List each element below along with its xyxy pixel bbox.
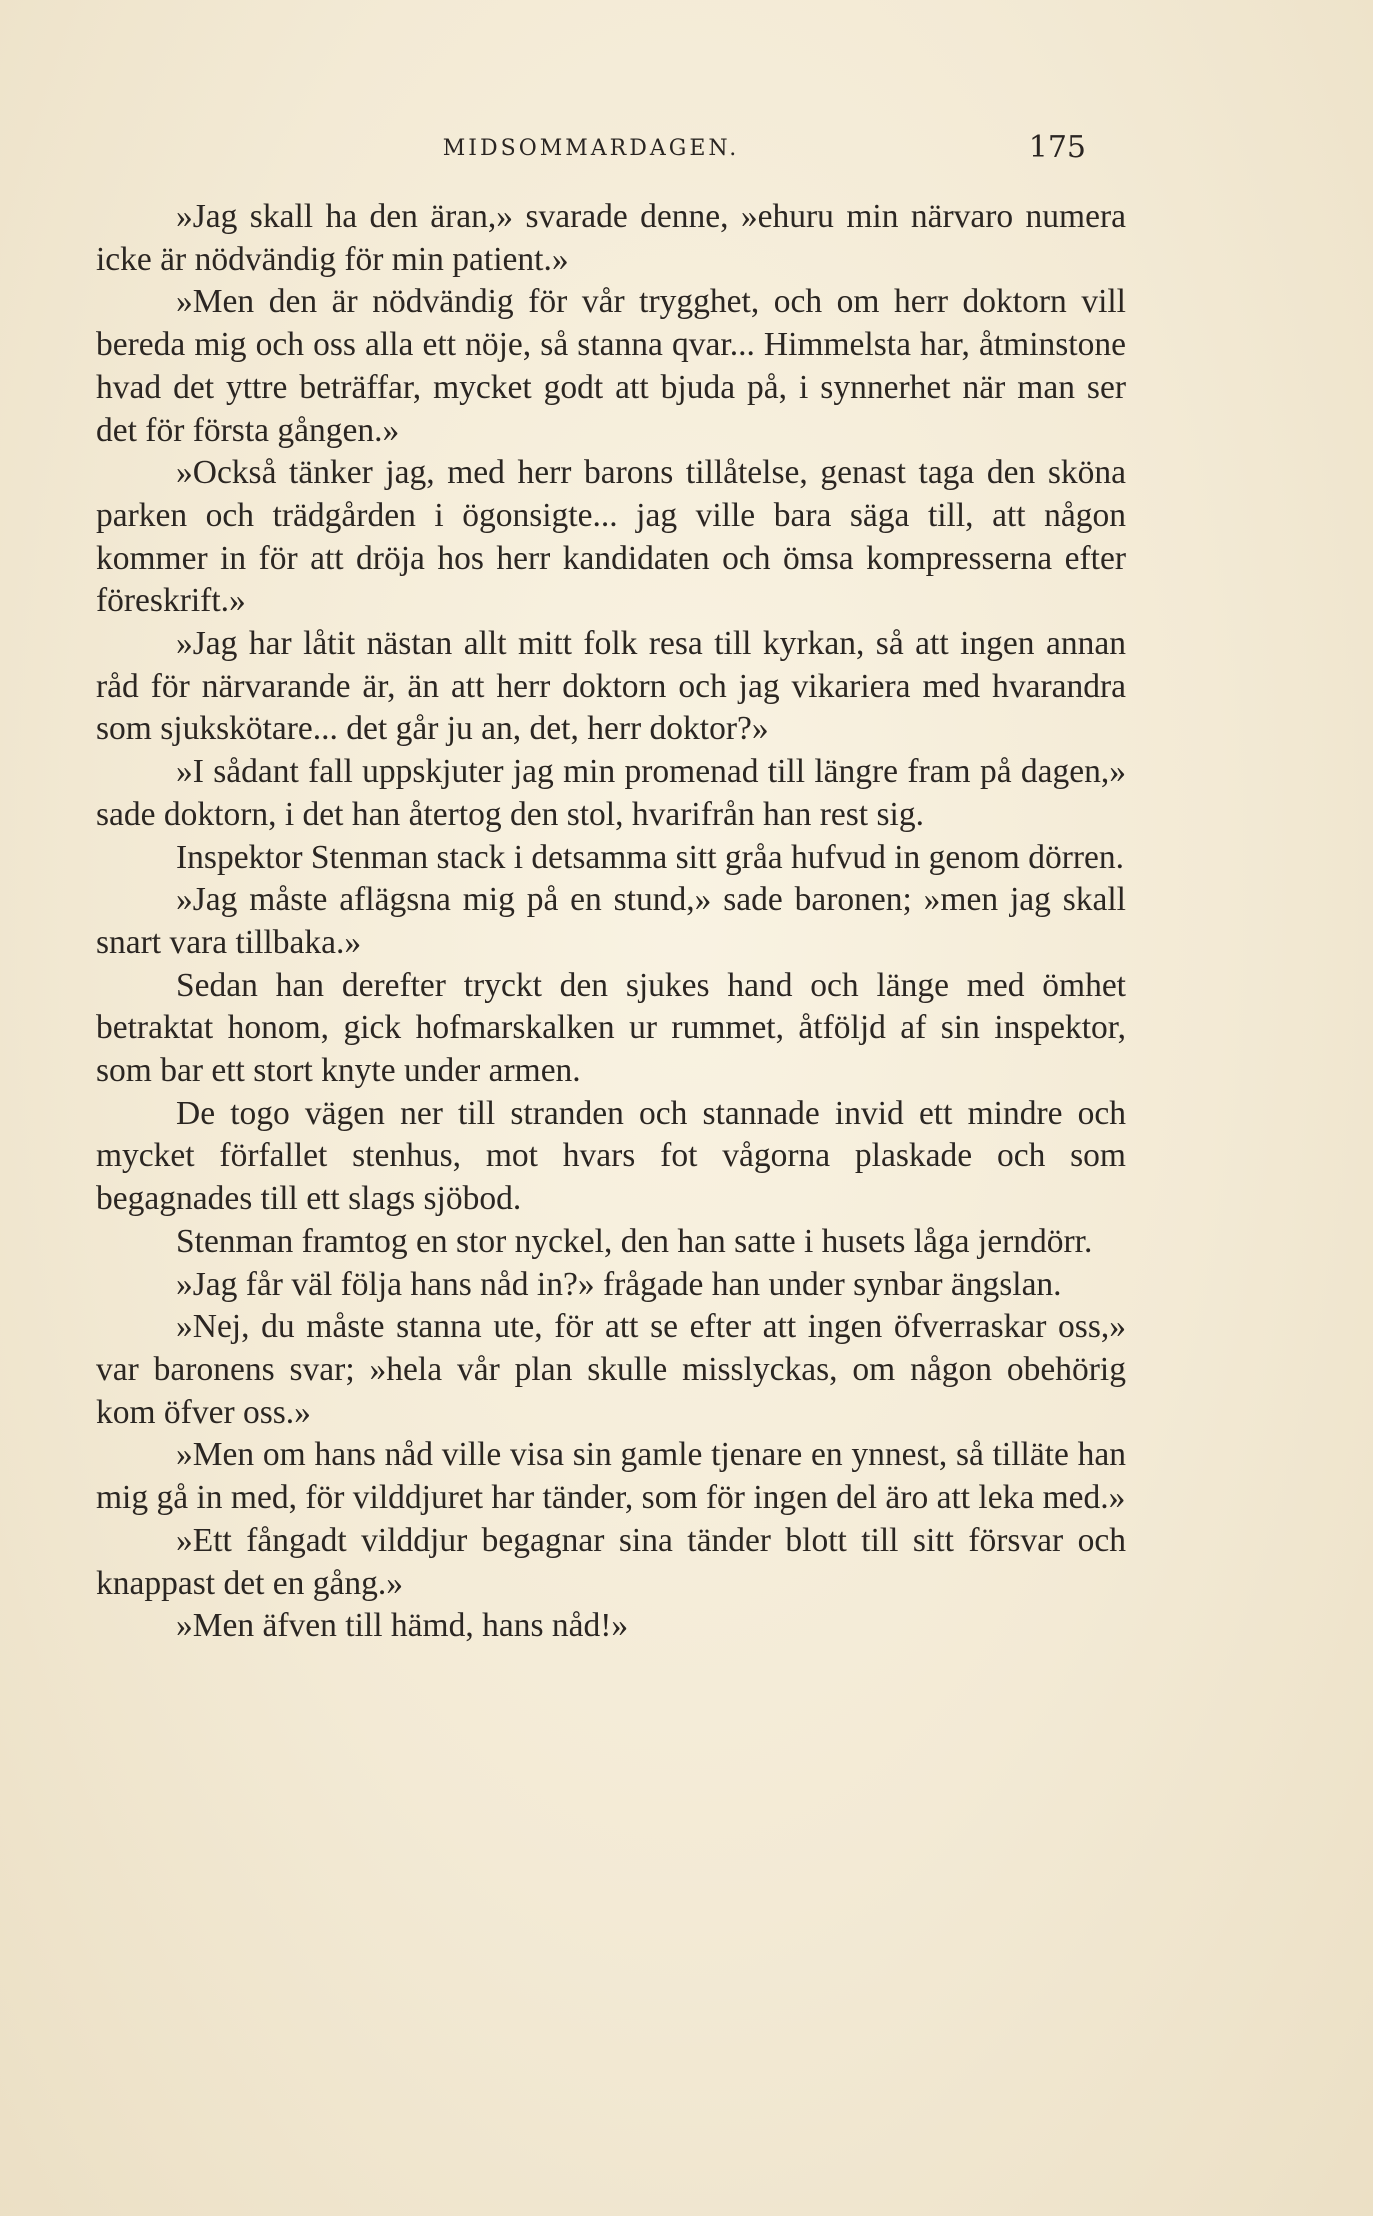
- paragraph: »Jag får väl följa hans nåd in?» frågade han under synbar ängslan.: [176, 1265, 1062, 1303]
- paragraph: »Ett fångadt vilddjur begagnar sina tänder blott till sitt försvar och knappast det en gång.»: [96, 1521, 1126, 1602]
- paragraph: Stenman framtog en stor nyckel, den han satte i husets låga jerndörr.: [176, 1222, 1093, 1260]
- paragraph: »I sådant fall uppskjuter jag min promenad till längre fram på dagen,» sade doktorn, i det han återtog den stol, hvarifrån han rest sig.: [96, 753, 1126, 833]
- paragraph: »Nej, du måste stanna ute, för att se efter att ingen öfverraskar oss,» var baronens svar; »hela vår plan skulle misslyckas, om någon obehörig kom öfver oss.»: [96, 1308, 1126, 1431]
- paragraph: »Jag skall ha den äran,» svarade denne, »ehuru min närvaro numera icke är nödvändig för min patient.»: [96, 198, 1126, 278]
- body-text: [96, 196, 1126, 1648]
- paragraph: De togo vägen ner till stranden och stannade invid ett mindre och mycket förfallet stenhus, mot hvars fot vågorna plaskade och som begagnades till ett slags sjöbod.: [96, 1094, 1126, 1218]
- paragraph: »Men äfven till hämd, hans nåd!»: [176, 1607, 629, 1645]
- paragraph: »Men den är nödvändig för vår trygghet, och om herr doktorn vill bereda mig och oss alla ett nöje, så stanna qvar... Himmelsta har, åtminstone hvad det yttre beträffar, mycket godt att bjuda på, i synnerhet när man ser det för första gången.»: [96, 283, 1126, 449]
- paragraph: »Också tänker jag, med herr barons tillåtelse, genast taga den sköna parken och trädgården i ögonsigte... jag ville bara säga till, att någon kommer in för att dröja hos herr kandidaten och ömsa kompresserna efter föreskrift.»: [96, 454, 1126, 620]
- paragraph: »Jag har låtit nästan allt mitt folk resa till kyrkan, så att ingen annan råd för närvarande är, än att herr doktorn och jag vikariera med hvarandra som sjukskötare... det går ju an, det, herr doktor?»: [96, 625, 1126, 748]
- paragraph: Inspektor Stenman stack i detsamma sitt gråa hufvud in genom dörren.: [176, 838, 1125, 876]
- running-head: MIDSOMMARDAGEN.: [442, 136, 740, 161]
- paragraph: Sedan han derefter tryckt den sjukes hand och länge med ömhet betraktat honom, gick hofmarskalken ur rummet, åtföljd af sin inspektor, som bar ett stort knyte under armen.: [96, 966, 1126, 1090]
- page-number: 175: [1028, 130, 1086, 165]
- paragraph: »Jag måste aflägsna mig på en stund,» sade baronen; »men jag skall snart vara tillbaka.»: [96, 881, 1126, 961]
- paragraph: »Men om hans nåd ville visa sin gamle tjenare en ynnest, så tilläte han mig gå in med, för vilddjuret har tänder, som för ingen del äro att leka med.»: [96, 1436, 1126, 1517]
- page-header: [96, 130, 1086, 170]
